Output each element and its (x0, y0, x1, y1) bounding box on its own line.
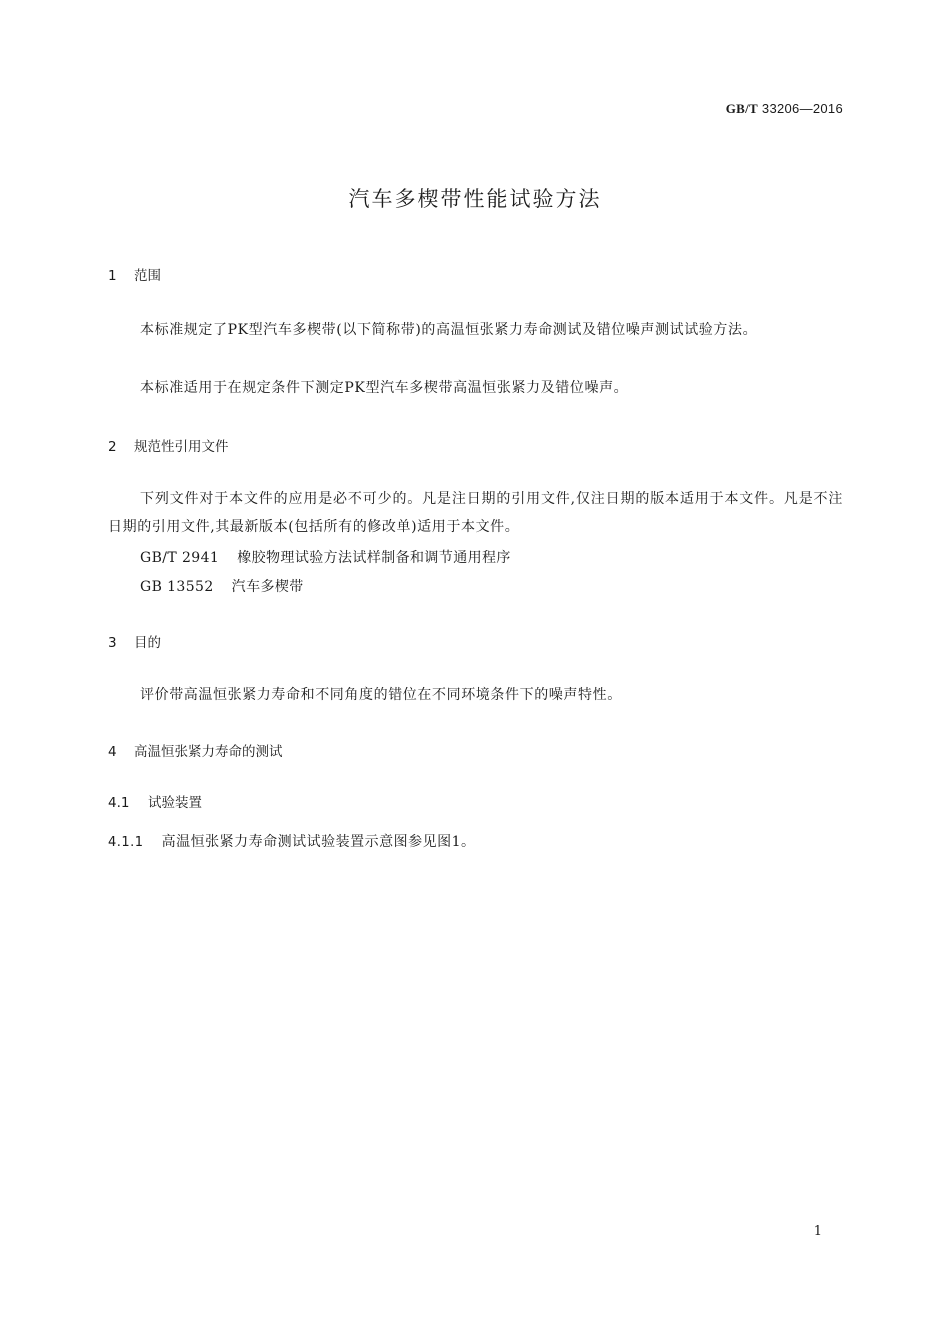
standard-number: 33206—2016 (761, 101, 843, 116)
section-2-number: 2 (108, 439, 117, 455)
section-4-title: 高温恒张紧力寿命的测试 (134, 744, 283, 760)
section-3-paragraph-1: 评价带高温恒张紧力寿命和不同角度的错位在不同环境条件下的噪声特性。 (140, 687, 622, 703)
standard-prefix: GB/T (725, 101, 758, 116)
standard-code (726, 101, 843, 117)
section-1-title: 范围 (134, 268, 161, 284)
page-number: 1 (813, 1224, 822, 1239)
section-2-paragraph-1: 下列文件对于本文件的应用是必不可少的。凡是注日期的引用文件,仅注日期的版本适用于本文件。凡是不注日期的引用文件,其最新版本(包括所有的修改单)适用于本文件。 (108, 491, 843, 535)
section-4-number: 4 (108, 744, 117, 760)
section-2-title: 规范性引用文件 (134, 439, 229, 455)
section-1-paragraph-1: 本标准规定了PK型汽车多楔带(以下简称带)的高温恒张紧力寿命测试及错位噪声测试试验方法。 (140, 322, 758, 338)
section-3-number: 3 (108, 635, 117, 651)
document-title: 汽车多楔带性能试验方法 (348, 187, 602, 211)
section-4-1-heading (108, 791, 202, 811)
section-1-heading (108, 264, 161, 284)
section-2-heading (108, 435, 229, 455)
section-1-paragraph-2: 本标准适用于在规定条件下测定PK型汽车多楔带高温恒张紧力及错位噪声。 (140, 380, 629, 396)
reference-title: 橡胶物理试验方法试样制备和调节通用程序 (237, 550, 511, 566)
reference-code: GB/T 2941 (140, 550, 220, 566)
section-3-title: 目的 (134, 635, 161, 651)
clause-4-1-1-number: 4.1.1 (108, 835, 144, 850)
section-4-1-number: 4.1 (108, 795, 130, 811)
reference-item (140, 576, 304, 596)
reference-item (140, 547, 511, 567)
reference-title: 汽车多楔带 (231, 579, 304, 595)
section-4-heading (108, 740, 283, 760)
section-1-number: 1 (108, 268, 117, 284)
section-4-1-title: 试验装置 (148, 795, 202, 811)
clause-4-1-1-text: 高温恒张紧力寿命测试试验装置示意图参见图1。 (161, 834, 476, 850)
clause-4-1-1 (108, 831, 475, 851)
section-3-heading (108, 631, 161, 651)
reference-code: GB 13552 (140, 579, 214, 595)
